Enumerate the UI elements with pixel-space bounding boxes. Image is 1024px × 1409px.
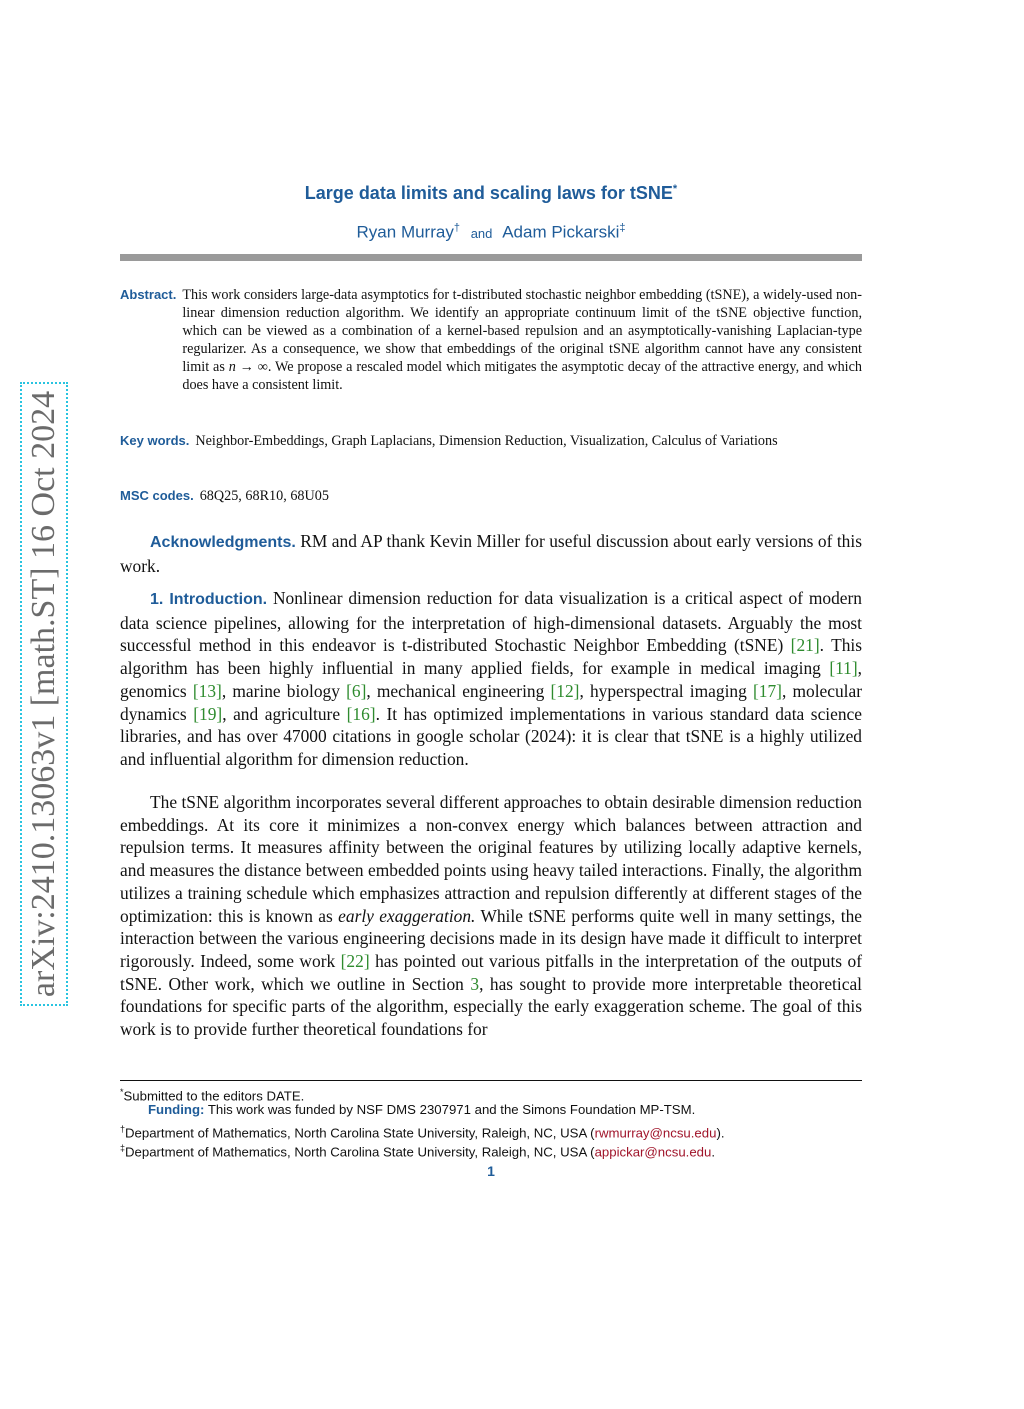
arxiv-stamp (20, 382, 68, 1006)
footnote-rule (120, 1080, 862, 1081)
intro-paragraph-1: 1. Introduction. Nonlinear dimension reduction for data visualization is a critical aspect of modern data science pipelines, allowing for the interpretation of high-dimensional datasets. Arguably the most successful method in this endeavor is t-distributed Stochastic Neighbor Embedding (tSNE) [21]. This algorithm has been highly influential in many applied fields, for example in medical imaging [11], genomics [13], marine biology [6], mechanical engineering [12], hyperspectral imaging [17], molecular dynamics [19], and agriculture [16]. It has optimized implementations in various standard data science libraries, and has over 47000 citations in google scholar (2024): it is clear that tSNE is a highly utilized and influential algorithm for dimension reduction. (120, 588, 862, 769)
citation-link[interactable]: [12] (550, 680, 580, 701)
footnote-author-1: †Department of Mathematics, North Carolina State University, Raleigh, NC, USA (rwmurray@ncsu.edu). (120, 1124, 725, 1141)
citation-link[interactable]: [13] (192, 680, 222, 701)
author-2-mark[interactable]: ‡ (619, 222, 626, 234)
citation-link[interactable]: [6] (346, 680, 367, 701)
paper-title: Large data limits and scaling laws for tSNE* (304, 183, 678, 203)
citation-link[interactable]: [11] (829, 658, 858, 679)
abstract-body: This work considers large-data asymptotics for t-distributed stochastic neighbor embedding (tSNE), a widely-used non-linear dimension reduction algorithm. We identify an appropriate continuum limit of the tSNE objective function, which can be viewed as a combination of a kernel-based repulsion and an asymptotically-vanishing Laplacian-type regularizer. As a consequence, we show that embeddings of the original tSNE algorithm cannot have any consistent limit as n → ∞. We propose a rescaled model which mitigates the asymptotic decay of the attractive energy, and which does have a consistent limit. (182, 287, 862, 393)
email-link[interactable]: appickar@ncsu.edu (594, 1144, 712, 1160)
citation-link[interactable]: [19] (193, 703, 223, 724)
title-rule (120, 254, 862, 261)
abstract-label: Abstract. (120, 287, 177, 302)
ack-heading: Acknowledgments. (150, 534, 296, 551)
msc-codes (120, 487, 862, 505)
authors (120, 222, 862, 243)
footnote-author-2: ‡Department of Mathematics, North Carolina State University, Raleigh, NC, USA (appickar@ncsu.edu. (120, 1143, 716, 1160)
msc-body: 68Q25, 68R10, 68U05 (199, 488, 329, 504)
msc-label: MSC codes. (120, 488, 194, 503)
authors-and: and (470, 225, 493, 241)
author-1: Ryan Murray (356, 222, 454, 242)
citation-link[interactable]: [22] (340, 950, 370, 971)
author-1-mark[interactable]: † (453, 222, 460, 234)
citation-link[interactable]: [21] (790, 635, 820, 656)
author-2: Adam Pickarski (502, 222, 620, 242)
abstract-math: n → ∞ (228, 359, 268, 375)
email-link[interactable]: rwmurray@ncsu.edu (594, 1125, 717, 1141)
citation-link[interactable]: [17] (752, 680, 782, 701)
citation-link[interactable]: [16] (346, 703, 376, 724)
section-heading: 1. Introduction. (150, 591, 268, 608)
page-number: 1 (487, 1163, 495, 1179)
title-footnote-mark[interactable]: * (672, 183, 678, 195)
footnote-funding: Funding: This work was funded by NSF DMS 2307971 and the Simons Foundation MP-TSM. (148, 1102, 696, 1117)
funding-label: Funding: (148, 1102, 205, 1117)
arxiv-id: arXiv:2410.13063v1 [math.ST] 16 Oct 2024 (25, 390, 62, 998)
keywords-label: Key words. (120, 433, 190, 448)
intro-paragraph-2: The tSNE algorithm incorporates several different approaches to obtain desirable dimension reduction embeddings. At its core it minimizes a non-convex energy which balances between attraction and repulsion terms. It measures affinity between the original features by utilizing locally adaptive kernels, and measures the distance between embedded points using heavy tailed interactions. Finally, the algorithm utilizes a training schedule which emphasizes attraction and repulsion differently at different stages of the optimization: this is known as early exaggeration. While tSNE performs quite well in many settings, the interaction between the various engineering decisions made in its design have made it difficult to interpret rigorously. Indeed, some work [22] has pointed out various pitfalls in the interpretation of the outputs of tSNE. Other work, which we outline in Section 3, has sought to provide more interpretable theoretical foundations for specific parts of the algorithm, especially the early exaggeration scheme. The goal of this work is to provide further theoretical foundations for (120, 792, 863, 1040)
acknowledgments: Acknowledgments. RM and AP thank Kevin Miller for useful discussion about early versions of this work. (120, 531, 862, 576)
emphasis: early exaggeration. (338, 905, 476, 926)
keywords-body: Neighbor-Embeddings, Graph Laplacians, Dimension Reduction, Visualization, Calculus of Variations (195, 433, 778, 449)
abstract (120, 286, 862, 394)
section-link[interactable]: 3 (470, 973, 480, 994)
footnote-submitted: *Submitted to the editors DATE. (120, 1087, 305, 1104)
keywords (120, 432, 862, 450)
